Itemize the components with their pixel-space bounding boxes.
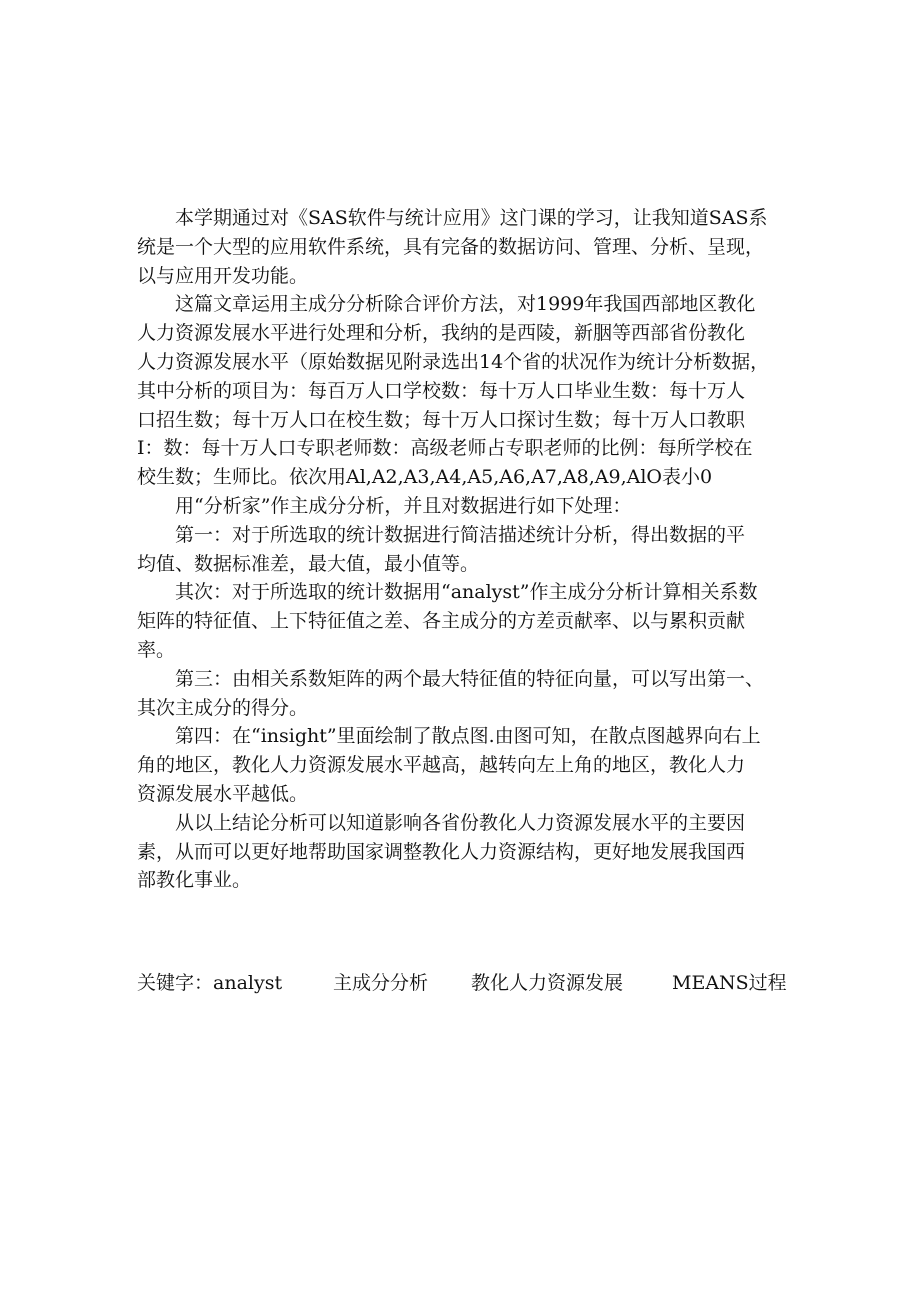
- paragraph-processing: [137, 492, 787, 521]
- text-line: 这篇文章运用主成分分析除合评价方法，对1999年我国西部地区教化: [175, 293, 756, 316]
- paragraph-step-two: [137, 578, 787, 664]
- paragraph-step-one: [137, 521, 787, 579]
- text-line: 部教化事业。: [137, 869, 252, 892]
- text-line: 其次：对于所选取的统计数据用“analyst”作主成分分析计算相关系数: [175, 581, 758, 604]
- text-line: I：数：每十万人口专职老师数：高级老师占专职老师的比例：每所学校在: [137, 437, 753, 460]
- keywords-label: 关键字：analyst: [137, 972, 283, 994]
- text-line: 角的地区，教化人力资源发展水平越高，越转向左上角的地区，教化人力: [137, 754, 746, 777]
- paragraph-step-four: [137, 722, 787, 808]
- text-line: 从以上结论分析可以知道影响各省份教化人力资源发展水平的主要因: [175, 811, 746, 834]
- text-line: 人力资源发展水平（原始数据见附录选出14个省的状况作为统计分析数据，: [137, 350, 770, 373]
- text-line: 资源发展水平越低。: [137, 782, 309, 805]
- keyword-item: MEANS过程: [672, 972, 787, 994]
- text-line: 率。: [137, 638, 176, 661]
- body-text: [137, 204, 787, 895]
- keyword-item: 教化人力资源发展: [471, 972, 624, 994]
- paragraph-conclusion: [137, 809, 787, 895]
- text-line: 口招生数；每十万人口在校生数；每十万人口探讨生数；每十万人口教职: [137, 408, 746, 431]
- text-line: 均值、数据标准差，最大值，最小值等。: [137, 552, 480, 575]
- keyword-item: 主成分分析: [333, 972, 429, 994]
- text-line: 其中分析的项目为：每百万人口学校数：每十万人口毕业生数：每十万人: [137, 379, 746, 402]
- text-line: 统是一个大型的应用软件系统，具有完备的数据访问、管理、分析、呈现，: [137, 235, 765, 258]
- paragraph-step-three: [137, 665, 787, 723]
- text-line: 第一：对于所选取的统计数据进行简洁描述统计分析，得出数据的平: [175, 523, 746, 546]
- text-line: 第四：在“insight”里面绘制了散点图.由图可知，在散点图越界向右上: [175, 725, 761, 748]
- text-line: 本学期通过对《SAS软件与统计应用》这门课的学习，让我知道SAS系: [175, 207, 768, 229]
- text-line: 用“分析家”作主成分分析，并且对数据进行如下处理：: [175, 494, 632, 517]
- text-line: 素，从而可以更好地帮助国家调整教化人力资源结构，更好地发展我国西: [137, 840, 746, 863]
- text-line: 其次主成分的得分。: [137, 696, 309, 719]
- text-line: 矩阵的特征值、上下特征值之差、各主成分的方差贡献率、以与累积贡献: [137, 610, 746, 633]
- text-line: 第三：由相关系数矩阵的两个最大特征值的特征向量，可以写出第一、: [175, 667, 765, 690]
- paragraph-method: [137, 290, 787, 492]
- paragraph-intro: [137, 204, 787, 290]
- text-line: 校生数；生师比。依次用Al,A2,A3,A4,A5,A6,A7,A8,A9,AlO表小0: [137, 466, 713, 489]
- text-line: 人力资源发展水平进行处理和分析，我纳的是西陵，新胭等西部省份教化: [137, 322, 746, 345]
- text-line: 以与应用开发功能。: [137, 264, 309, 287]
